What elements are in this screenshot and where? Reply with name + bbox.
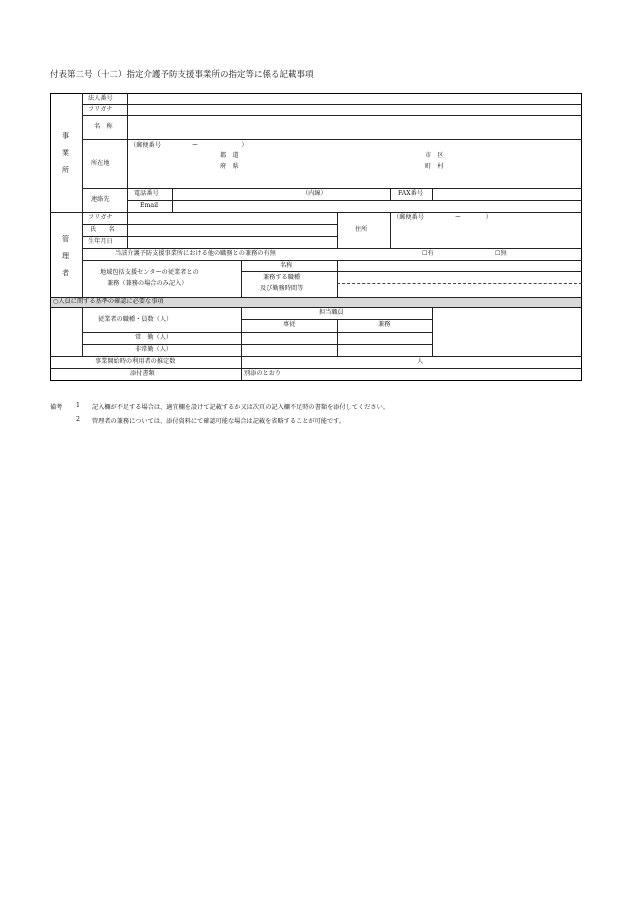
office-name-label: 名 称 (94, 123, 113, 130)
staff-header-label: 従業者の職種・員数（人） (98, 316, 173, 323)
manager-address-label: 住所 (355, 226, 368, 233)
staff-section-title: ○人員に関する基準の確認に必要な事項 (53, 298, 164, 305)
tel-label: 電話番号 (134, 190, 159, 197)
office-furigana-label: フリガナ (88, 106, 113, 113)
concurrent-duty-label-2: 及び勤務時間等 (260, 285, 304, 292)
center-concurrent-label-2: 兼務（兼務の場合のみ記入） (107, 280, 188, 287)
email-label: Email (140, 202, 159, 209)
concurrent-duty-label-1: 兼務する職種 (263, 274, 301, 281)
note-1-number: 1 (76, 402, 80, 409)
page-title: 付表第二号（十二）指定介護予防支援事業所の指定等に係る記載事項 (50, 70, 314, 80)
regular-row-label: 常 勤（人） (135, 334, 173, 341)
extension-label: （内線） (302, 190, 327, 197)
corp-number-label: 法人番号 (88, 95, 113, 102)
other-duty-label: 当該介護予防支援事業所における他の職務との兼務の有無 (115, 250, 276, 257)
note-1-text: 記入欄が不足する場合は、適宜欄を設けて記載するか又は次頁の記入欄不足時の書類を添付してください。 (92, 404, 389, 411)
post-name-label: 名称 (280, 262, 293, 269)
contact-label: 連絡先 (91, 196, 110, 203)
parttime-row-label: 非常勤（人） (135, 346, 173, 353)
office-postal-label: （郵便番号 ー ） (130, 142, 248, 149)
concurrent-column-header: 兼務 (378, 321, 391, 328)
expected-users-unit: 人 (417, 358, 424, 365)
note-2-number: 2 (76, 416, 80, 423)
todo-label: 都 道 (220, 152, 239, 159)
attached-docs-value: 別添のとおり (244, 370, 282, 377)
role-header: 担当職員 (319, 309, 344, 316)
form-table: 事 業 所 法人番号 フリガナ 名 称 所在地 （郵便番号 ー ） 都 道 府 県 市 区 町 村 連絡先 電話番号 （内線） FAX番号 Email 管 理 者 フリガナ 氏 名 生年月日 住所 （郵便番号 ー ） 当該介護予防支援事業所における他の職務との兼務の有無 ☐有 ☐無 地域包括支援センターの従業者との 兼務（兼務の場合のみ記入） 名称 兼務する職種 及び勤務時間等 ○人員に関する基準の確認に必要な事項 従業者の職種・員数（人） 担当職員 専従 兼務 常 勤（人） 非常勤（人） 事業開始時の利用者の推定数 人 添付書類 別添のとおり (50, 93, 582, 381)
manager-furigana-label: フリガナ (88, 214, 113, 221)
expected-users-label: 事業開始時の利用者の推定数 (95, 358, 176, 365)
office-address-label: 所在地 (91, 160, 110, 167)
attached-docs-label: 添付書類 (130, 370, 155, 377)
shiku-label: 市 区 (425, 152, 444, 159)
chouson-label: 町 村 (425, 163, 444, 170)
center-concurrent-label-1: 地域包括支援センターの従業者との (100, 269, 199, 276)
duty-yes-checkbox[interactable]: ☐有 (422, 250, 434, 257)
duty-no-checkbox[interactable]: ☐無 (495, 250, 507, 257)
manager-name-label: 氏 名 (90, 226, 115, 233)
notes-label: 備考 (50, 404, 63, 411)
manager-postal-label: （郵便番号 ー ） (393, 214, 492, 221)
fax-label: FAX番号 (398, 190, 424, 197)
manager-dob-label: 生年月日 (88, 238, 113, 245)
fulltime-column-header: 専従 (283, 321, 296, 328)
note-2-text: 管理者の兼務については、添付資料にて確認可能な場合は記載を省略することが可能です。 (92, 418, 346, 425)
fuken-label: 府 県 (220, 163, 239, 170)
